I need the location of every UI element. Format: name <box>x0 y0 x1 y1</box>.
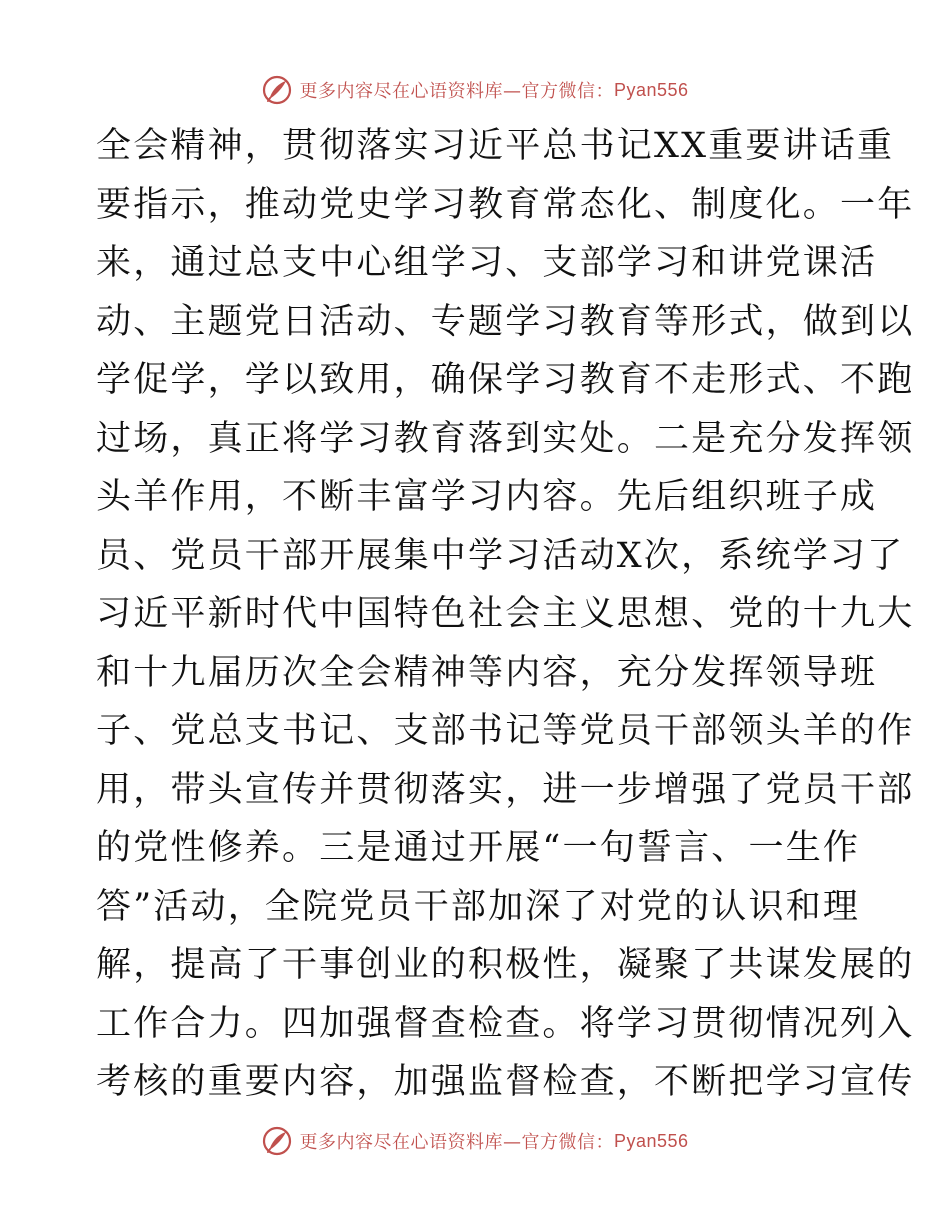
quill-logo-icon <box>261 1125 293 1157</box>
text-line: 解，提高了干事创业的积极性，凝聚了共谋发展的 <box>96 945 915 985</box>
text-line: 和十九届历次全会精神等内容，充分发挥领导班 <box>96 652 878 693</box>
text-line: 的党性修养。三是通过开展“一句誓言、一生作 <box>96 828 861 868</box>
text-line: 员、党员干部开展集中学习活动X次，系统学习了 <box>96 535 905 576</box>
text-line: 动、主题党日活动、专题学习教育等形式，做到以 <box>96 301 915 342</box>
text-line: 子、党总支书记、支部书记等党员干部领头羊的作 <box>96 711 915 751</box>
watermark-brand-text: 更多内容尽在心语资料库—官方微信： <box>299 81 614 102</box>
text-line: 考核的重要内容，加强监督检查，不断把学习宣传 <box>96 1062 915 1102</box>
quill-logo-icon <box>261 74 293 106</box>
footer-watermark <box>0 1121 950 1161</box>
text-line: 过场，真正将学习教育落到实处。二是充分发挥领 <box>96 418 915 459</box>
header-watermark <box>0 70 950 110</box>
text-line: 全会精神，贯彻落实习近平总书记XX重要讲话重 <box>96 126 895 166</box>
text-line: 头羊作用，不断丰富学习内容。先后组织班子成 <box>96 477 878 517</box>
text-line: 学促学，学以致用，确保学习教育不走形式、不跑 <box>96 360 915 400</box>
text-line: 习近平新时代中国特色社会主义思想、党的十九大 <box>96 594 915 634</box>
text-line: 答”活动，全院党员干部加深了对党的认识和理 <box>96 886 861 927</box>
text-line: 工作合力。四加强督查检查。将学习贯彻情况列入 <box>96 1003 915 1044</box>
text-line: 用，带头宣传并贯彻落实，进一步增强了党员干部 <box>96 769 915 810</box>
text-line: 来，通过总支中心组学习、支部学习和讲党课活 <box>96 243 878 283</box>
document-body <box>96 117 915 1112</box>
watermark-brand-text: 更多内容尽在心语资料库—官方微信： <box>299 1132 614 1153</box>
watermark-wechat-id: Pyan556 <box>613 1130 689 1151</box>
text-line: 要指示，推动党史学习教育常态化、制度化。一年 <box>96 184 915 225</box>
watermark-wechat-id: Pyan556 <box>613 79 689 100</box>
